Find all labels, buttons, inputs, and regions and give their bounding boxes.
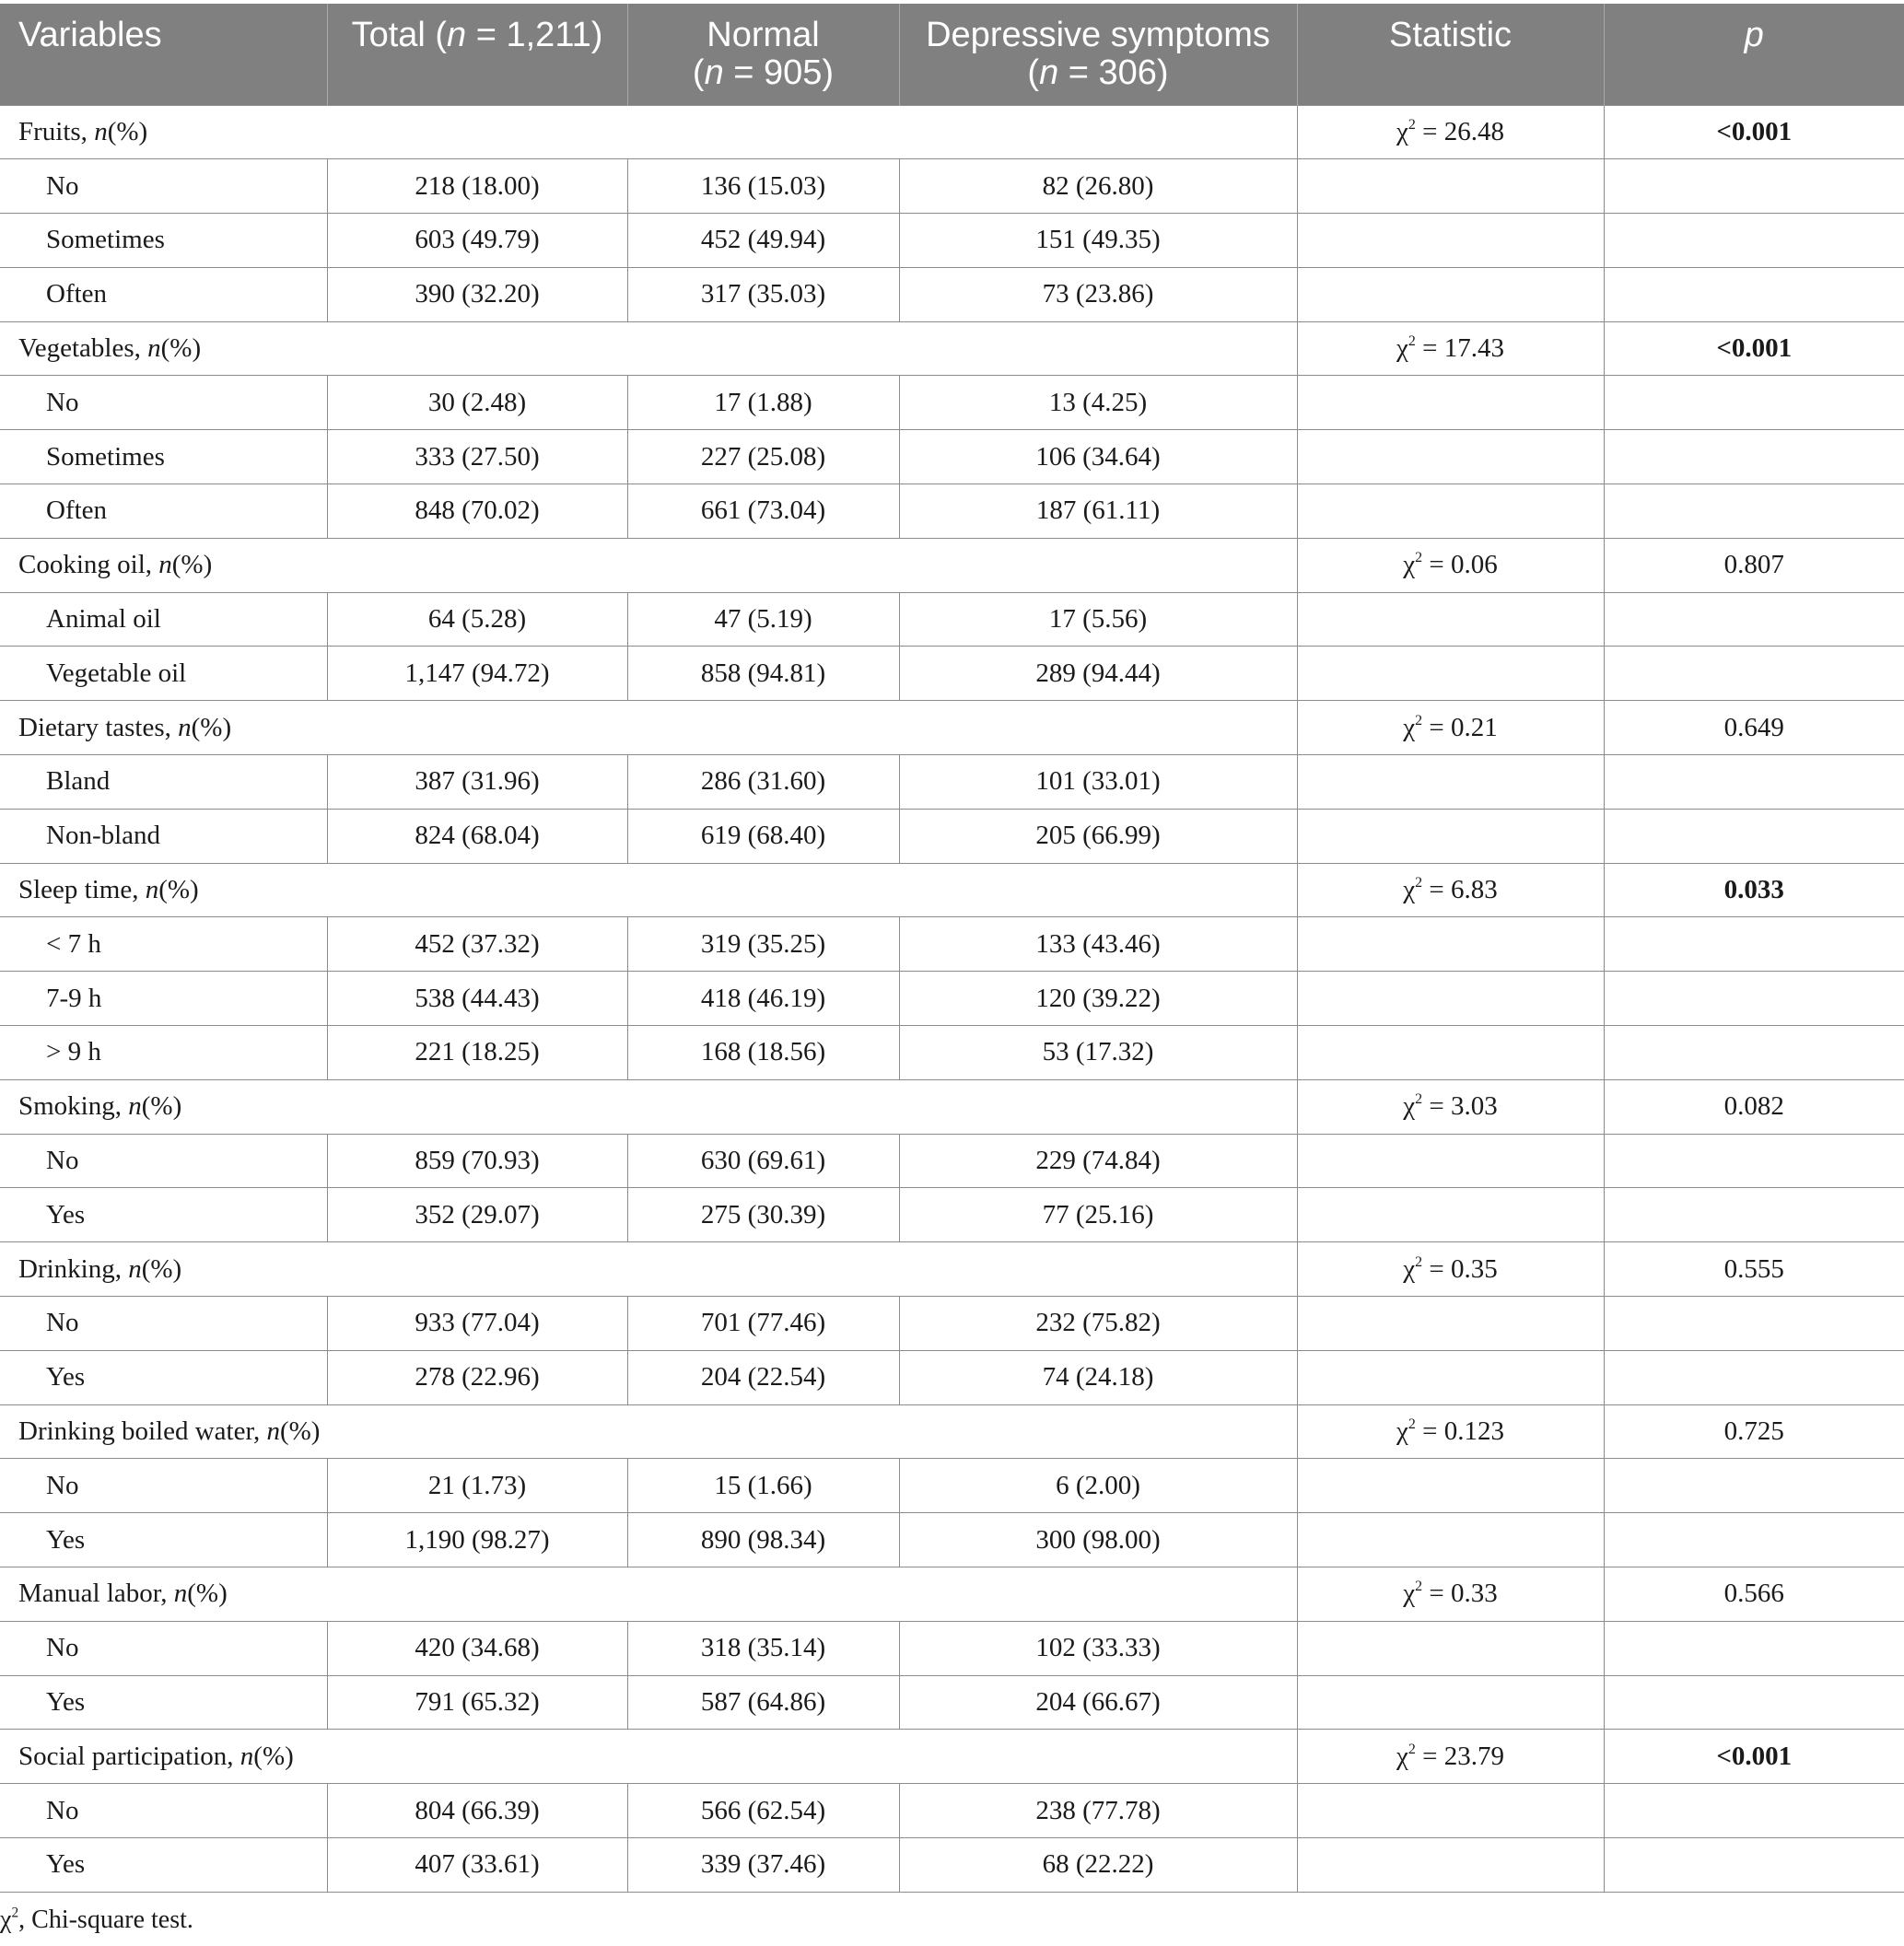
stat-value: = 0.06 [1422, 550, 1498, 580]
cell-depressive: 289 (94.44) [899, 647, 1297, 701]
cell-statistic-empty [1297, 1134, 1604, 1188]
cell-total: 859 (70.93) [327, 1134, 627, 1188]
group-unit-pct: (%) [171, 550, 213, 580]
table-footnote [0, 1905, 193, 1935]
table-body [0, 105, 1904, 1892]
cell-total: 30 (2.48) [327, 376, 627, 430]
cell-statistic-empty [1297, 1297, 1604, 1351]
cell-p-empty [1604, 1513, 1904, 1567]
table-row [0, 484, 1904, 539]
header-statistic-text: Statistic [1388, 16, 1513, 54]
group-name: Drinking, [18, 1253, 129, 1284]
group-unit-pct: (%) [160, 333, 202, 364]
group-statistic [1297, 1242, 1604, 1297]
cell-depressive: 6 (2.00) [899, 1459, 1297, 1513]
group-unit-n: n [145, 875, 159, 905]
row-label: Yes [0, 1675, 327, 1730]
table-row [0, 1026, 1904, 1080]
cell-depressive: 82 (26.80) [899, 159, 1297, 214]
cell-depressive: 74 (24.18) [899, 1350, 1297, 1404]
cell-total: 603 (49.79) [327, 214, 627, 268]
footnote-text: , Chi-square test. [18, 1905, 193, 1934]
cell-p-empty [1604, 592, 1904, 647]
cell-total: 1,190 (98.27) [327, 1513, 627, 1567]
stat-value: = 0.123 [1415, 1416, 1504, 1447]
cell-statistic-empty [1297, 917, 1604, 972]
chi-sup: 2 [1415, 1579, 1423, 1595]
header-depressive [899, 4, 1297, 105]
group-statistic [1297, 863, 1604, 917]
group-unit-pct: (%) [191, 712, 232, 742]
header-statistic [1297, 4, 1604, 105]
data-table [0, 4, 1904, 1893]
group-label [0, 321, 1297, 376]
header-p [1604, 4, 1904, 105]
chi-sup: 2 [1415, 1091, 1423, 1108]
group-row [0, 321, 1904, 376]
cell-depressive: 232 (75.82) [899, 1297, 1297, 1351]
row-label: No [0, 1784, 327, 1838]
group-unit-pct: (%) [279, 1416, 321, 1447]
cell-depressive: 106 (34.64) [899, 430, 1297, 484]
cell-p-empty [1604, 430, 1904, 484]
cell-normal: 587 (64.86) [627, 1675, 899, 1730]
row-label: Sometimes [0, 430, 327, 484]
group-p-value: 0.807 [1604, 538, 1904, 592]
cell-total: 21 (1.73) [327, 1459, 627, 1513]
cell-total: 221 (18.25) [327, 1026, 627, 1080]
table-row [0, 376, 1904, 430]
group-unit-n: n [94, 116, 108, 146]
chi-sup: 2 [1415, 1253, 1423, 1270]
group-label [0, 1079, 1297, 1134]
chi-symbol: χ [1403, 1253, 1416, 1284]
group-label [0, 538, 1297, 592]
table-row [0, 430, 1904, 484]
group-unit-pct: (%) [187, 1579, 228, 1609]
group-p-value: <0.001 [1604, 105, 1904, 159]
table-row [0, 917, 1904, 972]
cell-total: 218 (18.00) [327, 159, 627, 214]
cell-statistic-empty [1297, 484, 1604, 539]
chi-sup: 2 [1408, 1741, 1416, 1757]
table-row [0, 267, 1904, 321]
chi-symbol: χ [1396, 333, 1408, 364]
chi-symbol: χ [1396, 1416, 1408, 1447]
group-name: Dietary tastes, [18, 712, 179, 742]
header-normal-n: n [704, 53, 724, 92]
header-normal-suffix: = 905) [723, 53, 835, 92]
row-label: > 9 h [0, 1026, 327, 1080]
cell-total: 352 (29.07) [327, 1188, 627, 1242]
header-variables [0, 4, 327, 105]
cell-normal: 227 (25.08) [627, 430, 899, 484]
cell-normal: 317 (35.03) [627, 267, 899, 321]
group-unit-n: n [173, 1579, 188, 1609]
cell-normal: 275 (30.39) [627, 1188, 899, 1242]
cell-total: 1,147 (94.72) [327, 647, 627, 701]
cell-statistic-empty [1297, 1350, 1604, 1404]
cell-normal: 17 (1.88) [627, 376, 899, 430]
group-name: Drinking boiled water, [18, 1416, 267, 1447]
group-name: Vegetables, [18, 333, 148, 364]
cell-depressive: 77 (25.16) [899, 1188, 1297, 1242]
cell-normal: 418 (46.19) [627, 972, 899, 1026]
cell-depressive: 238 (77.78) [899, 1784, 1297, 1838]
cell-statistic-empty [1297, 1838, 1604, 1893]
group-label [0, 1242, 1297, 1297]
group-name: Smoking, [18, 1091, 129, 1122]
group-statistic [1297, 701, 1604, 755]
cell-p-empty [1604, 1838, 1904, 1893]
cell-p-empty [1604, 159, 1904, 214]
cell-p-empty [1604, 1621, 1904, 1675]
cell-statistic-empty [1297, 376, 1604, 430]
table-row [0, 159, 1904, 214]
cell-normal: 168 (18.56) [627, 1026, 899, 1080]
cell-statistic-empty [1297, 647, 1604, 701]
cell-statistic-empty [1297, 214, 1604, 268]
cell-normal: 890 (98.34) [627, 1513, 899, 1567]
cell-normal: 319 (35.25) [627, 917, 899, 972]
cell-total: 407 (33.61) [327, 1838, 627, 1893]
row-label: Non-bland [0, 809, 327, 863]
cell-statistic-empty [1297, 267, 1604, 321]
cell-normal: 566 (62.54) [627, 1784, 899, 1838]
header-depressive-text: Depressive symptoms [926, 16, 1270, 54]
header-normal-prefix: ( [692, 53, 705, 92]
table-header [0, 4, 1904, 105]
table-row [0, 755, 1904, 810]
cell-statistic-empty [1297, 972, 1604, 1026]
cell-p-empty [1604, 267, 1904, 321]
row-label: No [0, 1621, 327, 1675]
cell-total: 333 (27.50) [327, 430, 627, 484]
cell-p-empty [1604, 809, 1904, 863]
table-row [0, 1621, 1904, 1675]
row-label: Often [0, 267, 327, 321]
group-row [0, 1079, 1904, 1134]
cell-statistic-empty [1297, 159, 1604, 214]
group-name: Social participation, [18, 1741, 240, 1771]
group-p-value: <0.001 [1604, 1730, 1904, 1784]
cell-depressive: 204 (66.67) [899, 1675, 1297, 1730]
row-label: < 7 h [0, 917, 327, 972]
cell-depressive: 13 (4.25) [899, 376, 1297, 430]
group-unit-pct: (%) [158, 875, 199, 905]
cell-p-empty [1604, 647, 1904, 701]
table-row [0, 1513, 1904, 1567]
group-label [0, 863, 1297, 917]
group-unit-n: n [239, 1741, 254, 1771]
group-label [0, 1730, 1297, 1784]
cell-statistic-empty [1297, 1459, 1604, 1513]
cell-normal: 701 (77.46) [627, 1297, 899, 1351]
group-p-value: 0.082 [1604, 1079, 1904, 1134]
header-total-n: n [447, 16, 467, 54]
stat-value: = 23.79 [1415, 1741, 1504, 1771]
row-label: Yes [0, 1350, 327, 1404]
cell-total: 420 (34.68) [327, 1621, 627, 1675]
table-row [0, 1188, 1904, 1242]
cell-depressive: 133 (43.46) [899, 917, 1297, 972]
group-name: Manual labor, [18, 1579, 174, 1609]
cell-total: 804 (66.39) [327, 1784, 627, 1838]
row-label: Yes [0, 1838, 327, 1893]
group-statistic [1297, 1730, 1604, 1784]
chi-sup: 2 [1415, 550, 1423, 566]
group-p-value: <0.001 [1604, 321, 1904, 376]
group-row [0, 1242, 1904, 1297]
footnote-chi-symbol: χ [0, 1905, 12, 1934]
cell-p-empty [1604, 917, 1904, 972]
cell-depressive: 229 (74.84) [899, 1134, 1297, 1188]
cell-p-empty [1604, 972, 1904, 1026]
group-p-value: 0.649 [1604, 701, 1904, 755]
group-name: Cooking oil, [18, 550, 159, 580]
cell-depressive: 68 (22.22) [899, 1838, 1297, 1893]
chi-symbol: χ [1403, 875, 1416, 905]
row-label: Bland [0, 755, 327, 810]
cell-p-empty [1604, 1350, 1904, 1404]
cell-depressive: 205 (66.99) [899, 809, 1297, 863]
group-unit-n: n [266, 1416, 280, 1447]
cell-total: 278 (22.96) [327, 1350, 627, 1404]
cell-depressive: 101 (33.01) [899, 755, 1297, 810]
row-label: No [0, 1297, 327, 1351]
cell-p-empty [1604, 214, 1904, 268]
cell-statistic-empty [1297, 1513, 1604, 1567]
row-label: Yes [0, 1188, 327, 1242]
chi-symbol: χ [1403, 550, 1416, 580]
cell-p-empty [1604, 1134, 1904, 1188]
cell-total: 390 (32.20) [327, 267, 627, 321]
cell-p-empty [1604, 755, 1904, 810]
row-label: Vegetable oil [0, 647, 327, 701]
group-row [0, 701, 1904, 755]
table-row [0, 972, 1904, 1026]
group-statistic [1297, 538, 1604, 592]
cell-p-empty [1604, 1784, 1904, 1838]
cell-normal: 858 (94.81) [627, 647, 899, 701]
header-row [0, 4, 1904, 105]
row-label: 7-9 h [0, 972, 327, 1026]
cell-depressive: 300 (98.00) [899, 1513, 1297, 1567]
group-label [0, 1404, 1297, 1459]
cell-total: 538 (44.43) [327, 972, 627, 1026]
group-label [0, 701, 1297, 755]
stat-value: = 17.43 [1415, 333, 1504, 364]
group-statistic [1297, 1079, 1604, 1134]
cell-total: 848 (70.02) [327, 484, 627, 539]
group-statistic [1297, 105, 1604, 159]
header-depressive-prefix: ( [1027, 53, 1040, 92]
header-total [327, 4, 627, 105]
row-label: Animal oil [0, 592, 327, 647]
group-unit-n: n [158, 550, 172, 580]
group-name: Fruits, [18, 116, 95, 146]
cell-statistic-empty [1297, 1026, 1604, 1080]
group-p-value: 0.033 [1604, 863, 1904, 917]
cell-p-empty [1604, 376, 1904, 430]
cell-normal: 286 (31.60) [627, 755, 899, 810]
cell-normal: 15 (1.66) [627, 1459, 899, 1513]
group-row [0, 105, 1904, 159]
cell-p-empty [1604, 1459, 1904, 1513]
cell-normal: 661 (73.04) [627, 484, 899, 539]
group-unit-pct: (%) [107, 116, 148, 146]
table-row [0, 214, 1904, 268]
cell-depressive: 17 (5.56) [899, 592, 1297, 647]
row-label: Sometimes [0, 214, 327, 268]
table-row [0, 1297, 1904, 1351]
group-name: Sleep time, [18, 875, 146, 905]
cell-normal: 318 (35.14) [627, 1621, 899, 1675]
group-label [0, 105, 1297, 159]
stat-value: = 0.21 [1422, 712, 1498, 742]
stat-value: = 3.03 [1422, 1091, 1498, 1122]
header-depressive-n: n [1039, 53, 1059, 92]
header-normal [627, 4, 899, 105]
cell-statistic-empty [1297, 592, 1604, 647]
table-row [0, 1784, 1904, 1838]
row-label: No [0, 1459, 327, 1513]
group-statistic [1297, 1567, 1604, 1622]
cell-total: 824 (68.04) [327, 809, 627, 863]
group-row [0, 1567, 1904, 1622]
stat-value: = 0.35 [1422, 1253, 1498, 1284]
cell-normal: 452 (49.94) [627, 214, 899, 268]
chi-sup: 2 [1415, 875, 1423, 891]
cell-total: 933 (77.04) [327, 1297, 627, 1351]
group-statistic [1297, 1404, 1604, 1459]
cell-statistic-empty [1297, 1188, 1604, 1242]
chi-symbol: χ [1403, 712, 1416, 742]
chi-sup: 2 [1415, 712, 1423, 728]
table-row [0, 1675, 1904, 1730]
stat-value: = 6.83 [1422, 875, 1498, 905]
footnote-sup: 2 [11, 1905, 19, 1921]
group-row [0, 538, 1904, 592]
cell-normal: 47 (5.19) [627, 592, 899, 647]
cell-depressive: 73 (23.86) [899, 267, 1297, 321]
group-unit-pct: (%) [141, 1091, 182, 1122]
stat-value: = 26.48 [1415, 116, 1504, 146]
table-row [0, 1134, 1904, 1188]
header-p-text: p [1744, 16, 1764, 54]
header-total-suffix: = 1,211) [466, 16, 603, 54]
cell-total: 791 (65.32) [327, 1675, 627, 1730]
table-row [0, 647, 1904, 701]
table-row [0, 1838, 1904, 1893]
cell-normal: 619 (68.40) [627, 809, 899, 863]
table-row [0, 1350, 1904, 1404]
group-label [0, 1567, 1297, 1622]
cell-p-empty [1604, 1026, 1904, 1080]
chi-symbol: χ [1396, 116, 1408, 146]
group-unit-n: n [178, 712, 192, 742]
cell-p-empty [1604, 484, 1904, 539]
cell-total: 64 (5.28) [327, 592, 627, 647]
row-label: Often [0, 484, 327, 539]
group-row [0, 1404, 1904, 1459]
cell-total: 452 (37.32) [327, 917, 627, 972]
table-row [0, 809, 1904, 863]
cell-statistic-empty [1297, 430, 1604, 484]
cell-depressive: 120 (39.22) [899, 972, 1297, 1026]
chi-sup: 2 [1408, 1416, 1416, 1433]
group-p-value: 0.555 [1604, 1242, 1904, 1297]
cell-normal: 630 (69.61) [627, 1134, 899, 1188]
header-normal-text: Normal [707, 16, 820, 54]
cell-statistic-empty [1297, 1675, 1604, 1730]
cell-statistic-empty [1297, 755, 1604, 810]
row-label: No [0, 159, 327, 214]
group-unit-n: n [128, 1253, 142, 1284]
cell-statistic-empty [1297, 1621, 1604, 1675]
cell-depressive: 187 (61.11) [899, 484, 1297, 539]
cell-depressive: 151 (49.35) [899, 214, 1297, 268]
cell-normal: 339 (37.46) [627, 1838, 899, 1893]
group-unit-n: n [147, 333, 161, 364]
header-total-prefix: Total ( [351, 16, 448, 54]
chi-symbol: χ [1403, 1579, 1416, 1609]
chi-symbol: χ [1403, 1091, 1416, 1122]
table-row [0, 1459, 1904, 1513]
group-statistic [1297, 321, 1604, 376]
cell-statistic-empty [1297, 809, 1604, 863]
chi-sup: 2 [1408, 333, 1416, 350]
chi-sup: 2 [1408, 116, 1416, 133]
row-label: No [0, 376, 327, 430]
group-p-value: 0.566 [1604, 1567, 1904, 1622]
cell-p-empty [1604, 1297, 1904, 1351]
header-depressive-suffix: = 306) [1058, 53, 1169, 92]
cell-p-empty [1604, 1675, 1904, 1730]
group-unit-pct: (%) [141, 1253, 182, 1284]
cell-normal: 136 (15.03) [627, 159, 899, 214]
group-row [0, 1730, 1904, 1784]
header-variables-text: Variables [18, 16, 162, 54]
group-row [0, 863, 1904, 917]
group-p-value: 0.725 [1604, 1404, 1904, 1459]
cell-depressive: 102 (33.33) [899, 1621, 1297, 1675]
cell-depressive: 53 (17.32) [899, 1026, 1297, 1080]
group-unit-n: n [128, 1091, 142, 1122]
cell-total: 387 (31.96) [327, 755, 627, 810]
cell-statistic-empty [1297, 1784, 1604, 1838]
stat-value: = 0.33 [1422, 1579, 1498, 1609]
chi-symbol: χ [1396, 1741, 1408, 1771]
cell-p-empty [1604, 1188, 1904, 1242]
row-label: No [0, 1134, 327, 1188]
cell-normal: 204 (22.54) [627, 1350, 899, 1404]
row-label: Yes [0, 1513, 327, 1567]
group-unit-pct: (%) [253, 1741, 294, 1771]
table-row [0, 592, 1904, 647]
